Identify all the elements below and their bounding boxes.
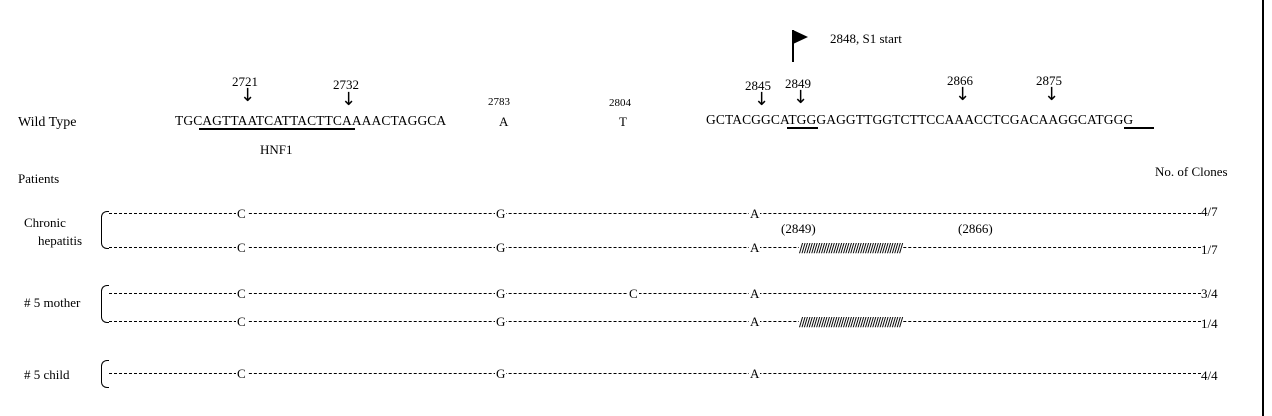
wild-type-base-2804: T (619, 114, 627, 129)
substitution-2845: A (750, 366, 760, 381)
flag-icon (790, 26, 812, 64)
position-2849: 2849 (785, 76, 811, 91)
clone-line (109, 213, 1201, 214)
position-2845: 2845 (745, 78, 771, 93)
position-2875: 2875 (1036, 73, 1062, 88)
clones-header: No. of Clones (1155, 164, 1228, 179)
clone-line (109, 373, 1201, 374)
hnf1-underline (199, 128, 355, 130)
clone-count: 3/4 (1201, 286, 1218, 301)
down-arrow-icon: ↓ (955, 84, 971, 105)
substitution-2783: G (496, 314, 506, 329)
atg-underline (1124, 127, 1154, 129)
hnf1-label: HNF1 (260, 142, 293, 157)
deletion-marks: ////////////////////////////////////////// (799, 315, 902, 329)
wild-type-sequence-left: TGCAGTTAATCATTACTTCAAAACTAGGCA (175, 113, 447, 128)
group-bracket (101, 285, 109, 323)
down-arrow-icon: ↓ (793, 87, 809, 108)
group-label-hepatitis: hepatitis (38, 233, 83, 248)
position-2866: 2866 (947, 73, 973, 88)
substitution-2845: A (750, 240, 760, 255)
substitution-2783: G (496, 286, 506, 301)
substitution-2783: G (496, 206, 506, 221)
position-2783: 2783 (488, 96, 510, 108)
substitution-2845: A (750, 286, 760, 301)
group-bracket (101, 211, 109, 249)
patients-label: Patients (18, 171, 60, 186)
group-label-child: # 5 child (24, 367, 70, 382)
figure-right-border (1262, 0, 1264, 416)
clone-row (109, 206, 1259, 222)
clone-line (109, 247, 1201, 248)
s1-start-label: 2848, S1 start (830, 31, 902, 46)
substitution-2783: G (496, 240, 506, 255)
clone-row (109, 286, 1259, 302)
clone-row (109, 314, 1259, 330)
wild-type-label: Wild Type (18, 115, 77, 130)
clone-row (109, 240, 1259, 256)
deletion-start-label: (2849) (781, 221, 816, 236)
start-codon-underline (787, 127, 818, 129)
wild-type-base-2783: A (499, 114, 509, 129)
position-2732: 2732 (333, 77, 359, 92)
clone-count: 4/7 (1201, 204, 1218, 219)
down-arrow-icon: ↓ (754, 89, 770, 110)
substitution-2783: G (496, 366, 506, 381)
down-arrow-icon: ↓ (341, 89, 357, 110)
clone-count: 1/7 (1201, 242, 1218, 257)
position-2721: 2721 (232, 74, 258, 89)
wild-type-sequence-right: GCTACGGCATGGGAGGTTGGTCTTCCAAACCTCGACAAGGCATGGG (706, 112, 1134, 127)
position-2804: 2804 (609, 97, 631, 109)
substitution-2721: C (237, 240, 246, 255)
substitution-2721: C (237, 286, 246, 301)
substitution-2721: C (237, 366, 246, 381)
clone-count: 4/4 (1201, 368, 1218, 383)
clone-row (109, 366, 1259, 382)
clone-line (109, 293, 1201, 294)
deletion-end-label: (2866) (958, 221, 993, 236)
clone-count: 1/4 (1201, 316, 1218, 331)
group-label-chronic: Chronic (24, 215, 66, 230)
substitution-2721: C (237, 314, 246, 329)
substitution-2845: A (750, 314, 760, 329)
down-arrow-icon: ↓ (240, 85, 256, 106)
group-bracket (101, 360, 109, 388)
group-label-mother: # 5 mother (24, 295, 81, 310)
down-arrow-icon: ↓ (1044, 84, 1060, 105)
clone-line (109, 321, 1201, 322)
substitution-2804: C (629, 286, 638, 301)
deletion-marks: ////////////////////////////////////////// (799, 241, 902, 255)
substitution-2845: A (750, 206, 760, 221)
substitution-2721: C (237, 206, 246, 221)
